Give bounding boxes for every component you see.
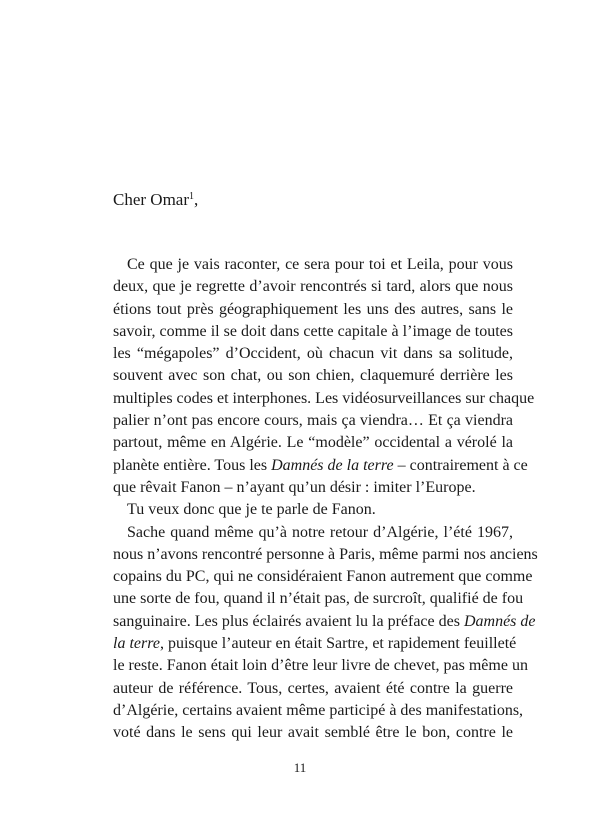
text-line: savoir, comme il se doit dans cette capitale à l’image de toutes bbox=[113, 322, 513, 340]
body-text bbox=[113, 254, 538, 745]
text-line: nous n’avons rencontré personne à Paris, même parmi nos anciens bbox=[113, 545, 538, 563]
text-line: deux, que je regrette d’avoir rencontrés si tard, alors que nous bbox=[113, 278, 513, 296]
text-line: une sorte de fou, quand il n’était pas, de surcroît, qualifié de fou bbox=[113, 590, 524, 608]
book-title-italic: Damnés de bbox=[463, 612, 536, 630]
text-line: auteur de référence. Tous, certes, avaient été contre la guerre bbox=[113, 679, 513, 697]
text-line: les “mégapoles” d’Occident, où chacun vit dans sa solitude, bbox=[113, 345, 513, 363]
text-line: Tu veux donc que je te parle de Fanon. bbox=[127, 501, 376, 519]
book-title-italic: la terre bbox=[113, 635, 160, 653]
text-line: la terre, puisque l’auteur en était Sartre, et rapidement feuilleté bbox=[113, 635, 517, 653]
text-line: sanguinaire. Les plus éclairés avaient lu la préface des Damnés de bbox=[113, 612, 536, 630]
text-line: d’Algérie, certains avaient même participé à des manifestations, bbox=[113, 701, 524, 719]
text-line: partout, même en Algérie. Le “modèle” occidental a vérolé la bbox=[113, 434, 513, 452]
text-line: que rêvait Fanon – n’ayant qu’un désir : imiter l’Europe. bbox=[113, 478, 476, 496]
text-line: Sache quand même qu’à notre retour d’Algérie, l’été 1967, bbox=[127, 523, 513, 541]
page-number: 11 bbox=[293, 760, 307, 775]
text-line: souvent avec son chat, ou son chien, claquemuré derrière les bbox=[113, 367, 513, 385]
text-line: multiples codes et interphones. Les vidéosurveillances sur chaque bbox=[113, 389, 535, 407]
salutation bbox=[113, 189, 198, 211]
text-line: copains du PC, qui ne considéraient Fanon autrement que comme bbox=[113, 568, 533, 586]
text-line: palier n’ont pas encore cours, mais ça viendra… Et ça viendra bbox=[113, 412, 513, 430]
text-line: planète entière. Tous les Damnés de la terre – contrairement à ce bbox=[113, 456, 528, 474]
salutation-punct: , bbox=[194, 190, 199, 209]
text-line: le reste. Fanon était loin d’être leur livre de chevet, pas même un bbox=[113, 657, 528, 675]
book-title-italic: Damnés de la terre bbox=[271, 456, 394, 474]
text-line: étions tout près géographiquement les uns des autres, sans le bbox=[113, 300, 513, 318]
text-line: voté dans le sens qui leur avait semblé être le bon, contre le bbox=[113, 724, 513, 742]
text-line: Ce que je vais raconter, ce sera pour toi et Leila, pour vous bbox=[127, 256, 513, 273]
salutation-text: Cher Omar bbox=[113, 190, 190, 209]
footnote-mark: 1 bbox=[189, 191, 195, 202]
